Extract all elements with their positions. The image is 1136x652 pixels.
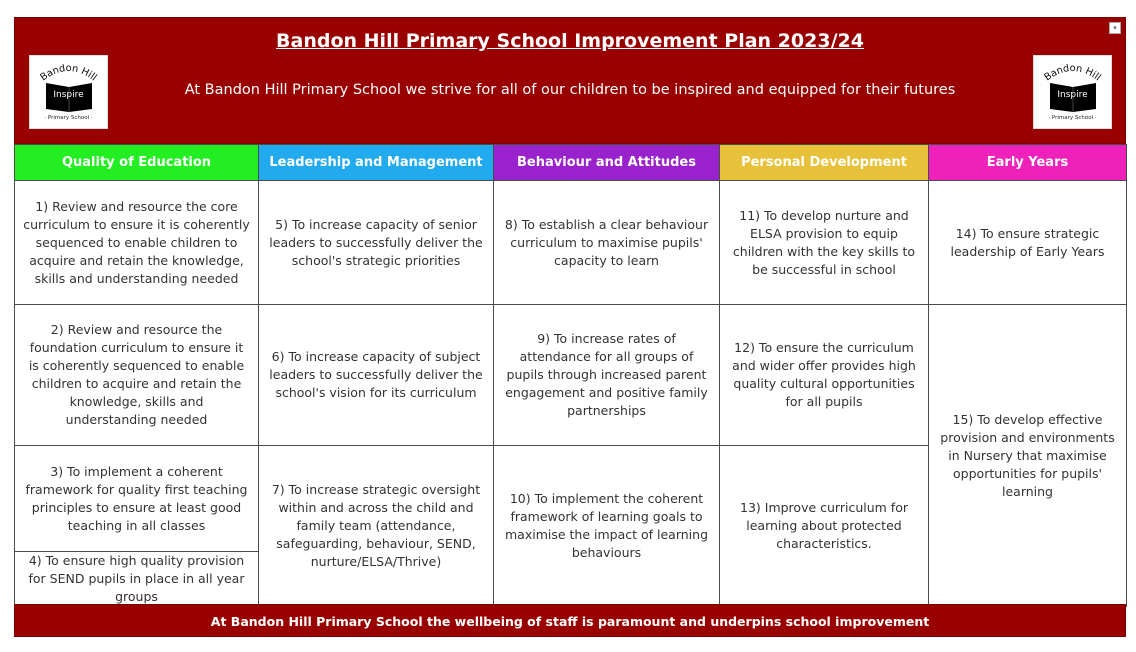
logo-inspire-text: Inspire (1057, 90, 1088, 100)
logo-inspire-text: Inspire (53, 90, 84, 100)
priority-15: 15) To develop effective provision and environments in Nursery that maximise opportunities for pupils' learning (929, 305, 1127, 607)
logo-primary-school-text: · Primary School · (1048, 115, 1097, 121)
category-early-years: Early Years (929, 145, 1127, 181)
priority-10: 10) To implement the coherent framework of learning goals to maximise the impact of learning behaviours (494, 446, 720, 607)
category-behaviour-and-attitudes: Behaviour and Attitudes (494, 145, 720, 181)
priority-2: 2) Review and resource the foundation curriculum to ensure it is coherently sequenced to enable children to acquire and retain the knowledge, skills and understanding needed (15, 305, 259, 446)
svg-text:Bandon Hill: Bandon Hill (1042, 63, 1103, 84)
priority-11: 11) To develop nurture and ELSA provision to equip children with the key skills to be successful in school (720, 181, 929, 305)
improvement-plan-table (14, 144, 1127, 607)
logo-primary-school-text: · Primary School · (44, 115, 93, 121)
priority-12: 12) To ensure the curriculum and wider offer provides high quality cultural opportunities for all pupils (720, 305, 929, 446)
priority-6: 6) To increase capacity of subject leaders to successfully deliver the school's vision for its curriculum (259, 305, 494, 446)
priority-1: 1) Review and resource the core curriculum to ensure it is coherently sequenced to enable children to acquire and retain the knowledge, skills and understanding needed (15, 181, 259, 305)
svg-text:Bandon Hill: Bandon Hill (38, 63, 99, 84)
table-row (15, 181, 1127, 305)
priority-3: 3) To implement a coherent framework for quality first teaching principles to ensure at least good teaching in all classes (15, 446, 259, 552)
priority-13: 13) Improve curriculum for learning about protected characteristics. (720, 446, 929, 607)
footer-banner: At Bandon Hill Primary School the wellbeing of staff is paramount and underpins school improvement (14, 604, 1126, 637)
page-subtitle: At Bandon Hill Primary School we strive for all of our children to be inspired and equipped for their futures (184, 82, 956, 98)
priority-14: 14) To ensure strategic leadership of Early Years (929, 181, 1127, 305)
header-banner (14, 17, 1126, 144)
category-quality-of-education: Quality of Education (15, 145, 259, 181)
category-leadership-and-management: Leadership and Management (259, 145, 494, 181)
priority-5: 5) To increase capacity of senior leaders to successfully deliver the school's strategic priorities (259, 181, 494, 305)
priority-8: 8) To establish a clear behaviour curriculum to maximise pupils' capacity to learn (494, 181, 720, 305)
category-personal-development: Personal Development (720, 145, 929, 181)
priority-7: 7) To increase strategic oversight within and across the child and family team (attendance, safeguarding, behaviour, SEND, nurture/ELSA/Thrive) (259, 446, 494, 607)
priority-9: 9) To increase rates of attendance for all groups of pupils through increased parent engagement and positive family partnerships (494, 305, 720, 446)
category-header-row (15, 145, 1127, 181)
table-row (15, 305, 1127, 446)
priority-4: 4) To ensure high quality provision for SEND pupils in place in all year groups (15, 552, 259, 607)
page-title: Bandon Hill Primary School Improvement Plan 2023/24 (276, 30, 864, 52)
expand-icon[interactable]: ▾ (1109, 22, 1121, 34)
school-logo-right (1033, 55, 1112, 129)
